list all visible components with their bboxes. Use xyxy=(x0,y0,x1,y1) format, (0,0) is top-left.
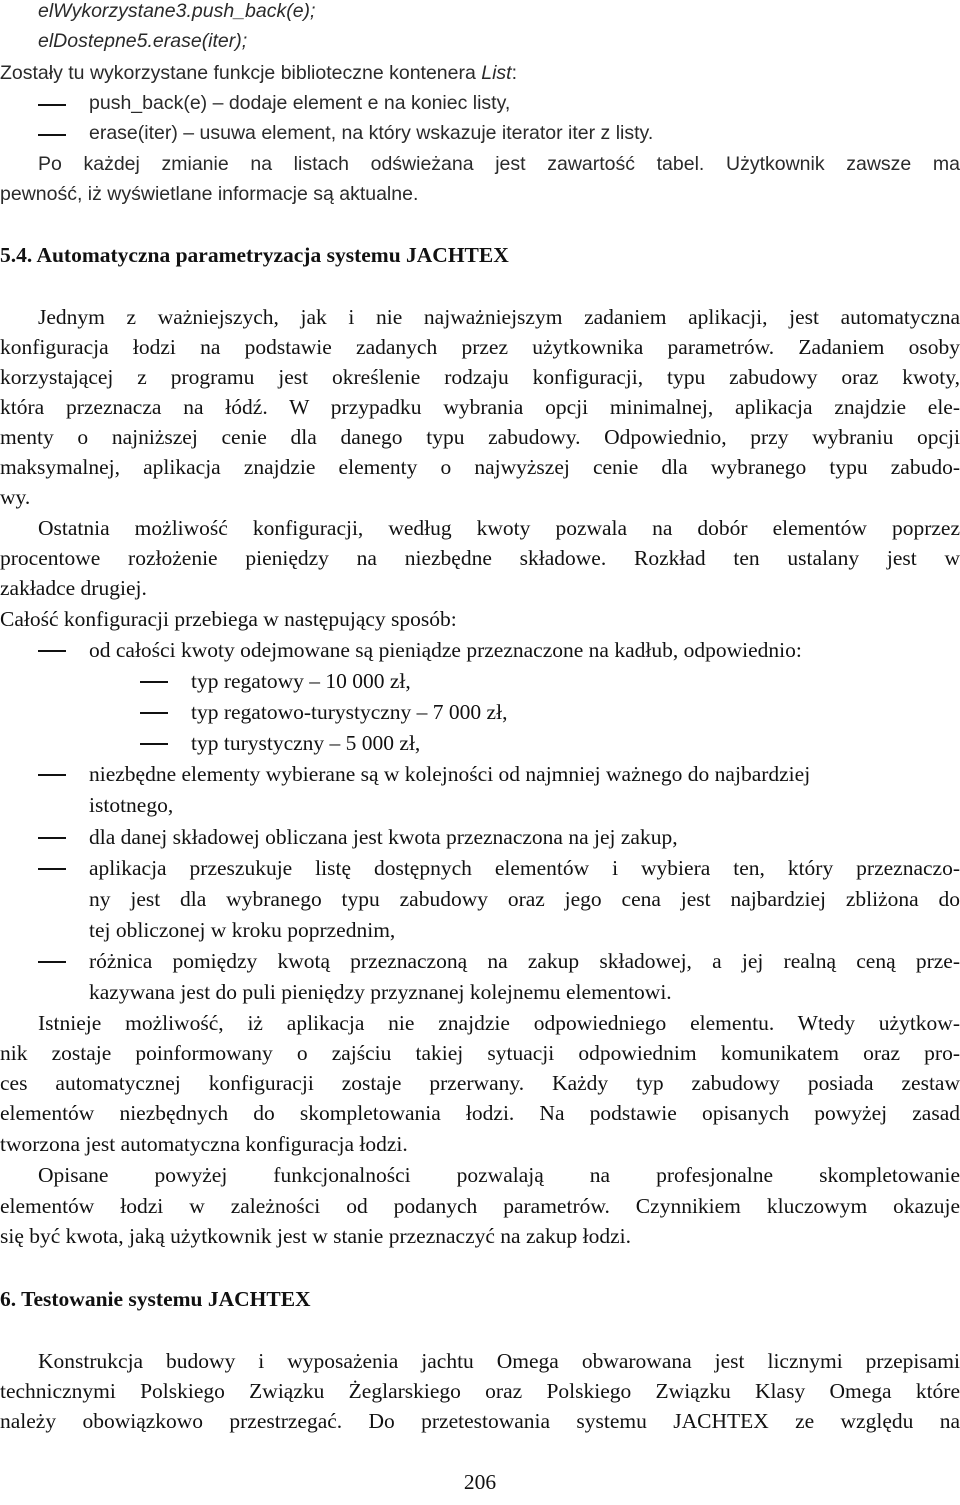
intro-suffix: : xyxy=(511,62,518,84)
paragraph-line: Opisane powyżej funkcjonalności pozwalają na profesjonalne skompletowanie xyxy=(38,1163,960,1187)
dash-bullet xyxy=(38,650,66,652)
paragraph-line: konfiguracja łodzi na podstawie zadanych przez użytkownika parametrów. Zadaniem osoby xyxy=(0,335,960,359)
page-number: 206 xyxy=(463,1470,497,1494)
paragraph-line: menty o najniższej cenie dla danego typu zabudowy. Odpowiednio, przy wybraniu opcji xyxy=(0,425,960,449)
paragraph-line: ces automatycznej konfiguracji zostaje przerwany. Każdy typ zabudowy posiada zestaw xyxy=(0,1071,960,1095)
hull-type-item: typ regatowy – 10 000 zł, xyxy=(191,669,411,693)
paragraph-line: technicznymi Polskiego Związku Żeglarskiego oraz Polskiego Związku Klasy Omega które xyxy=(0,1379,960,1403)
paragraph-line: maksymalnej, aplikacja znajdzie elementy o najwyższej cenie dla wybranego typu zabudo- xyxy=(0,455,960,479)
paragraph-line: należy obowiązkowo przestrzegać. Do przetestowania systemu JACHTEX ze względu na xyxy=(0,1409,960,1433)
intro-line xyxy=(0,58,517,88)
paragraph-line: Ostatnia możliwość konfiguracji, według kwoty pozwala na dobór elementów poprzez xyxy=(38,516,960,540)
list-function-item: erase(iter) – usuwa element, na który wskazuje iterator iter z listy. xyxy=(89,122,654,144)
paragraph-line: elementów niezbędnych do skompletowania łodzi. Na podstawie opisanych powyżej zasad xyxy=(0,1101,960,1125)
paragraph-line: wy. xyxy=(0,485,31,509)
list-function-item: push_back(e) – dodaje element e na koniec listy, xyxy=(89,92,511,114)
paragraph-line: która przeznacza na łódź. W przypadku wybrania opcji minimalnej, aplikacja znajdzie ele- xyxy=(0,395,960,419)
paragraph-line: Konstrukcja budowy i wyposażenia jachtu Omega obwarowana jest licznymi przepisami xyxy=(38,1349,960,1373)
dash-bullet xyxy=(140,712,168,714)
dash-bullet xyxy=(38,134,66,136)
config-step: aplikacja przeszukuje listę dostępnych elementów i wybiera ten, który przeznaczo- xyxy=(89,856,960,880)
paragraph-line: procentowe rozłożenie pieniędzy na niezbędne składowe. Rozkład ten ustalany jest w xyxy=(0,546,960,570)
section-heading: 6. Testowanie systemu JACHTEX xyxy=(0,1287,311,1311)
config-step: kazywana jest do puli pieniędzy przyznanej kolejnemu elementowi. xyxy=(89,980,672,1004)
intro-italic-word: List xyxy=(481,62,512,84)
config-step: tej obliczonej w kroku poprzednim, xyxy=(89,918,396,942)
paragraph-line: zakładce drugiej. xyxy=(0,576,147,600)
paragraph-line: Istnieje możliwość, iż aplikacja nie znajdzie odpowiedniego elementu. Wtedy użytkow- xyxy=(38,1011,960,1035)
config-step: istotnego, xyxy=(89,793,174,817)
code-line: elDostepne5.erase(iter); xyxy=(38,30,248,52)
paragraph-line: korzystającej z programu jest określenie rodzaju konfiguracji, typu zabudowy oraz kwoty, xyxy=(0,365,960,389)
section-heading: 5.4. Automatyczna parametryzacja systemu JACHTEX xyxy=(0,243,509,267)
paragraph-line: Po każdej zmianie na listach odświeżana jest zawartość tabel. Użytkownik zawsze ma xyxy=(38,153,960,175)
paragraph-line: pewność, iż wyświetlane informacje są aktualne. xyxy=(0,183,419,205)
config-step: od całości kwoty odejmowane są pieniądze przeznaczone na kadłub, odpowiednio: xyxy=(89,638,802,662)
dash-bullet xyxy=(38,774,66,776)
paragraph-line: Jednym z ważniejszych, jak i nie najważniejszym zadaniem aplikacji, jest automatyczna xyxy=(38,305,960,329)
config-step: dla danej składowej obliczana jest kwota przeznaczona na jej zakup, xyxy=(89,825,678,849)
dash-bullet xyxy=(140,743,168,745)
paragraph-line: tworzona jest automatyczna konfiguracja łodzi. xyxy=(0,1132,408,1156)
hull-type-item: typ regatowo-turystyczny – 7 000 zł, xyxy=(191,700,508,724)
config-step: różnica pomiędzy kwotą przeznaczoną na zakup składowej, a jej realną ceną prze- xyxy=(89,949,960,973)
dash-bullet xyxy=(38,868,66,870)
dash-bullet xyxy=(140,681,168,683)
config-step: ny jest dla wybranego typu zabudowy oraz jego cena jest najbardziej zbliżona do xyxy=(89,887,960,911)
paragraph-line: nik zostaje poinformowany o zajściu takiej sytuacji odpowiednim komunikatem oraz pro- xyxy=(0,1041,960,1065)
code-line: elWykorzystane3.push_back(e); xyxy=(38,0,316,22)
config-intro: Całość konfiguracji przebiega w następujący sposób: xyxy=(0,607,457,631)
paragraph-line: elementów łodzi w zależności od podanych parametrów. Czynnikiem kluczowym okazuje xyxy=(0,1194,960,1218)
paragraph-line: się być kwota, jaką użytkownik jest w stanie przeznaczyć na zakup łodzi. xyxy=(0,1224,632,1248)
config-step: niezbędne elementy wybierane są w kolejności od najmniej ważnego do najbardziej xyxy=(89,762,811,786)
dash-bullet xyxy=(38,104,66,106)
hull-type-item: typ turystyczny – 5 000 zł, xyxy=(191,731,421,755)
dash-bullet xyxy=(38,837,66,839)
intro-prefix: Zostały tu wykorzystane funkcje biblioteczne kontenera xyxy=(0,62,482,84)
dash-bullet xyxy=(38,961,66,963)
